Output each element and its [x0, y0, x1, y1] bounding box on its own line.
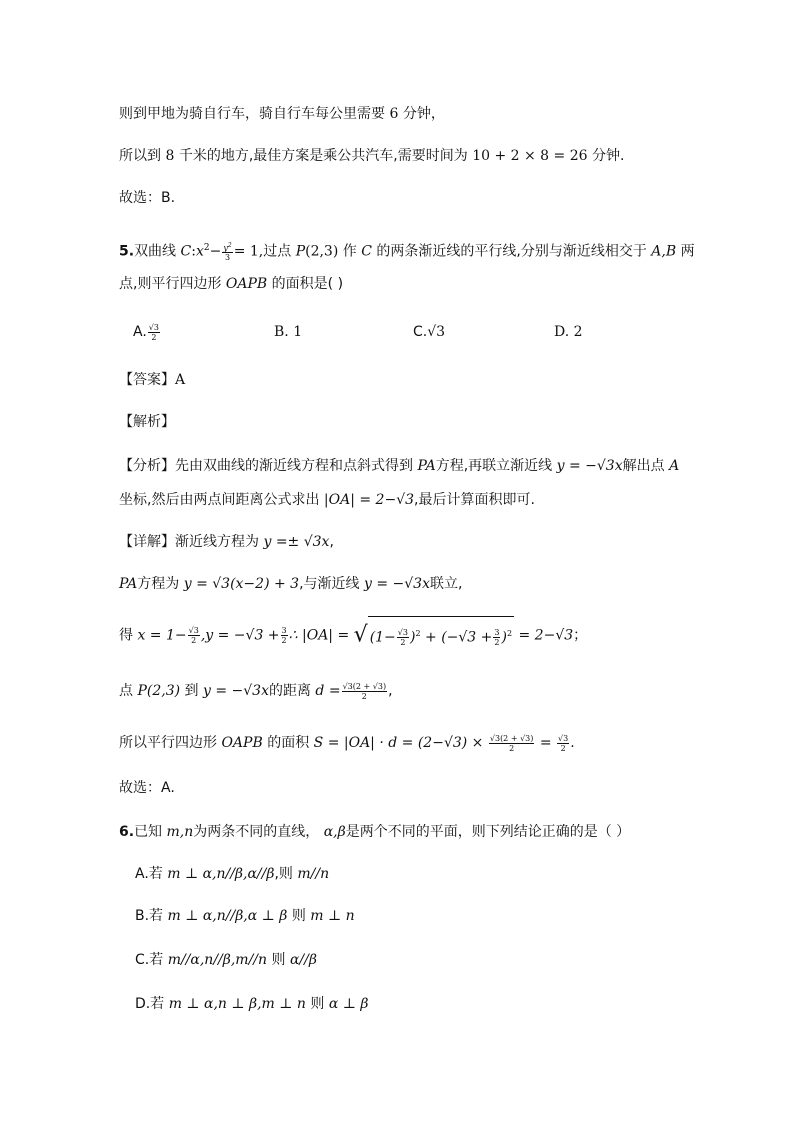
- option-d[interactable]: D.若 m ⊥ α,n ⊥ β,m ⊥ n 则 α ⊥ β: [135, 996, 369, 1012]
- xiangjie-line3: 得 x = 1− $\frac{√3}{2}$ ,y = −√3 + $\frac{3}{2}$ ∴ |OA| = √ (1− $\frac{√3}{2}$ )$^2$ + (−√3 + $\frac{3}{2}$ )$^2$ = 2−√3；: [119, 616, 587, 655]
- question-5-stem-line2: 点,则平行四边形 OAPB 的面积是( ): [119, 276, 344, 292]
- fenxi-line2: 坐标,然后由两点间距离公式求出 |OA| = 2−√3,最后计算面积即可.: [119, 492, 535, 508]
- distance-radicand: (1− $\frac{√3}{2}$ )$^2$ + (−√3 + $\frac{3}{2}$ )$^2$: [368, 616, 514, 655]
- xiangjie-line4: 点 P(2,3) 到 y = −√3x的距离 d = $\frac{√3(2 + √3)}{2}$ ,: [119, 681, 393, 701]
- text-line-2: 所以到 8 千米的地方,最佳方案是乘公共汽车,需要时间为 10 + 2 × 8 = 26 分钟.: [119, 148, 625, 164]
- fraction-y2-over-3: $\frac{y^2}{3}$: [223, 241, 232, 263]
- xiangjie-line5: 所以平行四边形 OAPB 的面积 S = |OA| · d = (2−√3) × $\frac{√3(2 + √3)}{2}$ = $\frac{√3}{2}$ .: [119, 733, 575, 753]
- option-a[interactable]: A. $\frac{√3}{2}$: [133, 322, 159, 342]
- question-5-stem-line1: 5.双曲线 $C:x^2-$ $\frac{y^2}{3}$ = 1,过点 P(2,3) 作 C 的两条渐近线的平行线,分别与渐近线相交于 A,B 两: [119, 241, 695, 263]
- answer-line: 【答案】A: [119, 372, 186, 388]
- option-a[interactable]: A.若 m ⊥ α,n//β,α//β,则 m//n: [135, 866, 330, 882]
- fenxi-line1: 【分析】先由双曲线的渐近线方程和点斜式得到 PA方程,再联立渐近线 y = −√3x解出点 A: [119, 458, 680, 474]
- option-b[interactable]: B. 1: [274, 324, 303, 340]
- question-5-options: [133, 322, 653, 346]
- question-6-stem: 6.已知 m,n为两条不同的直线， α,β是两个不同的平面，则下列结论正确的是（ ）: [119, 824, 631, 840]
- xiangjie-conclusion: 故选：A.: [119, 780, 175, 796]
- xiangjie-line1: 【详解】渐近线方程为 y =± √3x,: [119, 534, 334, 550]
- jiexi-heading: 【解析】: [119, 414, 175, 430]
- text-line-1: 则到甲地为骑自行车，骑自行车每公里需要 6 分钟，: [119, 106, 445, 122]
- option-b[interactable]: B.若 m ⊥ α,n//β,α ⊥ β 则 m ⊥ n: [135, 908, 355, 924]
- option-c[interactable]: C.√3: [413, 324, 446, 340]
- option-d[interactable]: D. 2: [554, 324, 583, 340]
- option-c[interactable]: C.若 m//α,n//β,m//n 则 α//β: [135, 952, 317, 968]
- text-line-3: 故选：B.: [119, 190, 176, 206]
- xiangjie-line2: PA方程为 y = √3(x−2) + 3,与渐近线 y = −√3x联立,: [119, 576, 463, 592]
